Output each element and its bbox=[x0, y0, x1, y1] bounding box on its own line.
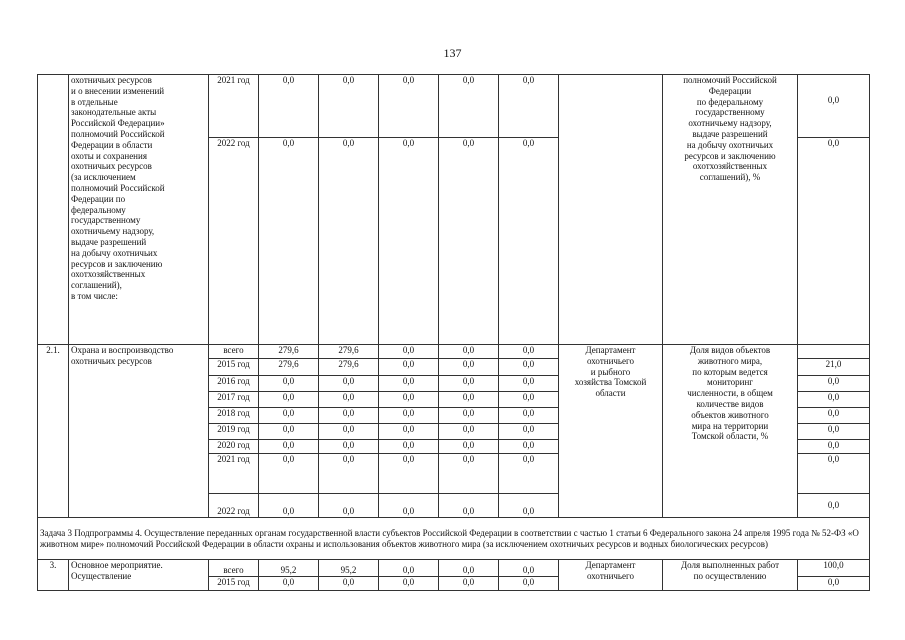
value-cell: 0,0 bbox=[259, 454, 319, 494]
indicator-value bbox=[798, 345, 870, 359]
year-cell: всего bbox=[209, 560, 259, 577]
value-cell: 95,2 bbox=[319, 560, 379, 577]
indicator-name: Доля выполненных работ по осуществлению bbox=[663, 560, 798, 591]
indicator-value: 0,0 bbox=[798, 75, 870, 138]
executor-cell: Департамент охотничьего и рыбного хозяйства Томской области bbox=[559, 345, 663, 518]
value-cell: 0,0 bbox=[499, 577, 559, 591]
value-cell: 0,0 bbox=[499, 424, 559, 440]
year-cell: 2015 год bbox=[209, 577, 259, 591]
value-cell: 0,0 bbox=[499, 75, 559, 138]
value-cell: 279,6 bbox=[259, 359, 319, 376]
value-cell: 0,0 bbox=[379, 577, 439, 591]
value-cell: 0,0 bbox=[439, 345, 499, 359]
indicator-value: 100,0 bbox=[798, 560, 870, 577]
value-cell: 0,0 bbox=[439, 75, 499, 138]
value-cell: 0,0 bbox=[379, 392, 439, 408]
indicator-value: 0,0 bbox=[798, 424, 870, 440]
value-cell: 0,0 bbox=[319, 577, 379, 591]
year-cell: 2018 год bbox=[209, 408, 259, 424]
indicator-name: полномочий Российской Федерации по федеральному государственному охотничьему надзору, выдаче разрешений на добычу охотничьих ресурсов и заключению охотхозяйственных соглашений), % bbox=[663, 75, 798, 345]
indicator-value: 21,0 bbox=[798, 359, 870, 376]
row-number-cell: 3. bbox=[38, 560, 69, 591]
indicator-value: 0,0 bbox=[798, 494, 870, 518]
indicator-value: 0,0 bbox=[798, 392, 870, 408]
value-cell: 0,0 bbox=[319, 424, 379, 440]
year-cell: 2021 год bbox=[209, 75, 259, 138]
value-cell: 0,0 bbox=[379, 138, 439, 345]
indicator-name: Доля видов объектов животного мира, по которым ведется мониторинг численности, в общем количестве видов объектов животного мира на территории Томской области, % bbox=[663, 345, 798, 518]
value-cell: 0,0 bbox=[379, 75, 439, 138]
value-cell: 0,0 bbox=[439, 392, 499, 408]
value-cell: 0,0 bbox=[319, 454, 379, 494]
measure-description: Охрана и воспроизводство охотничьих ресурсов bbox=[69, 345, 209, 518]
value-cell: 0,0 bbox=[379, 424, 439, 440]
value-cell: 0,0 bbox=[499, 560, 559, 577]
row-number-cell bbox=[38, 75, 69, 345]
indicator-value: 0,0 bbox=[798, 454, 870, 494]
value-cell: 0,0 bbox=[379, 454, 439, 494]
value-cell: 0,0 bbox=[499, 376, 559, 392]
value-cell: 0,0 bbox=[439, 408, 499, 424]
indicator-value: 0,0 bbox=[798, 440, 870, 454]
year-cell: 2020 год bbox=[209, 440, 259, 454]
value-cell: 0,0 bbox=[439, 454, 499, 494]
table-row bbox=[38, 518, 870, 560]
value-cell: 0,0 bbox=[439, 359, 499, 376]
value-cell: 0,0 bbox=[259, 75, 319, 138]
year-cell: всего bbox=[209, 345, 259, 359]
program-table bbox=[37, 74, 870, 591]
value-cell: 0,0 bbox=[439, 560, 499, 577]
value-cell: 0,0 bbox=[499, 345, 559, 359]
value-cell: 0,0 bbox=[499, 408, 559, 424]
value-cell: 0,0 bbox=[259, 577, 319, 591]
year-cell: 2022 год bbox=[209, 494, 259, 518]
year-cell: 2021 год bbox=[209, 454, 259, 494]
value-cell: 0,0 bbox=[259, 494, 319, 518]
table-row bbox=[38, 345, 870, 359]
value-cell: 0,0 bbox=[499, 494, 559, 518]
value-cell: 0,0 bbox=[379, 440, 439, 454]
page-number: 137 bbox=[443, 46, 462, 60]
value-cell: 0,0 bbox=[499, 440, 559, 454]
measure-description: охотничьих ресурсов и о внесении изменений в отдельные законодательные акты Российской Федерации» полномочий Российской Федерации в области охоты и сохранения охотничьих ресурсов (за исключением полномочий Российской Федерации по федеральному государственному охотничьему надзору, выдаче разрешений на добычу охотничьих ресурсов и заключению охотхозяйственных соглашений), в том числе: bbox=[69, 75, 209, 345]
indicator-value: 0,0 bbox=[798, 577, 870, 591]
value-cell: 0,0 bbox=[439, 494, 499, 518]
table-row bbox=[38, 75, 870, 138]
value-cell: 0,0 bbox=[259, 440, 319, 454]
value-cell: 0,0 bbox=[259, 408, 319, 424]
value-cell: 0,0 bbox=[499, 359, 559, 376]
year-cell: 2022 год bbox=[209, 138, 259, 345]
value-cell: 0,0 bbox=[439, 424, 499, 440]
value-cell: 0,0 bbox=[499, 392, 559, 408]
indicator-value: 0,0 bbox=[798, 376, 870, 392]
value-cell: 0,0 bbox=[379, 560, 439, 577]
value-cell: 0,0 bbox=[319, 392, 379, 408]
executor-cell bbox=[559, 75, 663, 345]
value-cell: 0,0 bbox=[259, 392, 319, 408]
value-cell: 0,0 bbox=[439, 138, 499, 345]
indicator-value: 0,0 bbox=[798, 408, 870, 424]
year-cell: 2017 год bbox=[209, 392, 259, 408]
measure-description: Основное мероприятие. Осуществление bbox=[69, 560, 209, 591]
value-cell: 0,0 bbox=[259, 376, 319, 392]
value-cell: 95,2 bbox=[259, 560, 319, 577]
year-cell: 2016 год bbox=[209, 376, 259, 392]
value-cell: 0,0 bbox=[379, 345, 439, 359]
value-cell: 0,0 bbox=[379, 376, 439, 392]
value-cell: 0,0 bbox=[319, 75, 379, 138]
value-cell: 0,0 bbox=[319, 408, 379, 424]
value-cell: 0,0 bbox=[319, 138, 379, 345]
value-cell: 0,0 bbox=[439, 577, 499, 591]
value-cell: 0,0 bbox=[499, 138, 559, 345]
value-cell: 0,0 bbox=[319, 494, 379, 518]
value-cell: 0,0 bbox=[319, 376, 379, 392]
value-cell: 0,0 bbox=[259, 138, 319, 345]
year-cell: 2015 год bbox=[209, 359, 259, 376]
value-cell: 0,0 bbox=[379, 408, 439, 424]
value-cell: 0,0 bbox=[439, 376, 499, 392]
table-row bbox=[38, 560, 870, 577]
value-cell: 279,6 bbox=[259, 345, 319, 359]
task-header: Задача 3 Подпрограммы 4. Осуществление переданных органам государственной власти субъектов Российской Федерации в соответствии с частью 1 статьи 6 Федерального закона 24 апреля 1995 года № 52-ФЗ «О животном мире» полномочий Российской Федерации в области охраны и использования объектов животного мира (за исключением охотничьих ресурсов и водных биологических ресурсов) bbox=[38, 518, 870, 560]
value-cell: 0,0 bbox=[379, 494, 439, 518]
value-cell: 0,0 bbox=[379, 359, 439, 376]
value-cell: 0,0 bbox=[499, 454, 559, 494]
row-number-cell: 2.1. bbox=[38, 345, 69, 518]
value-cell: 279,6 bbox=[319, 345, 379, 359]
indicator-value: 0,0 bbox=[798, 138, 870, 345]
year-cell: 2019 год bbox=[209, 424, 259, 440]
executor-cell: Департамент охотничьего bbox=[559, 560, 663, 591]
value-cell: 0,0 bbox=[439, 440, 499, 454]
value-cell: 0,0 bbox=[319, 440, 379, 454]
value-cell: 0,0 bbox=[259, 424, 319, 440]
value-cell: 279,6 bbox=[319, 359, 379, 376]
